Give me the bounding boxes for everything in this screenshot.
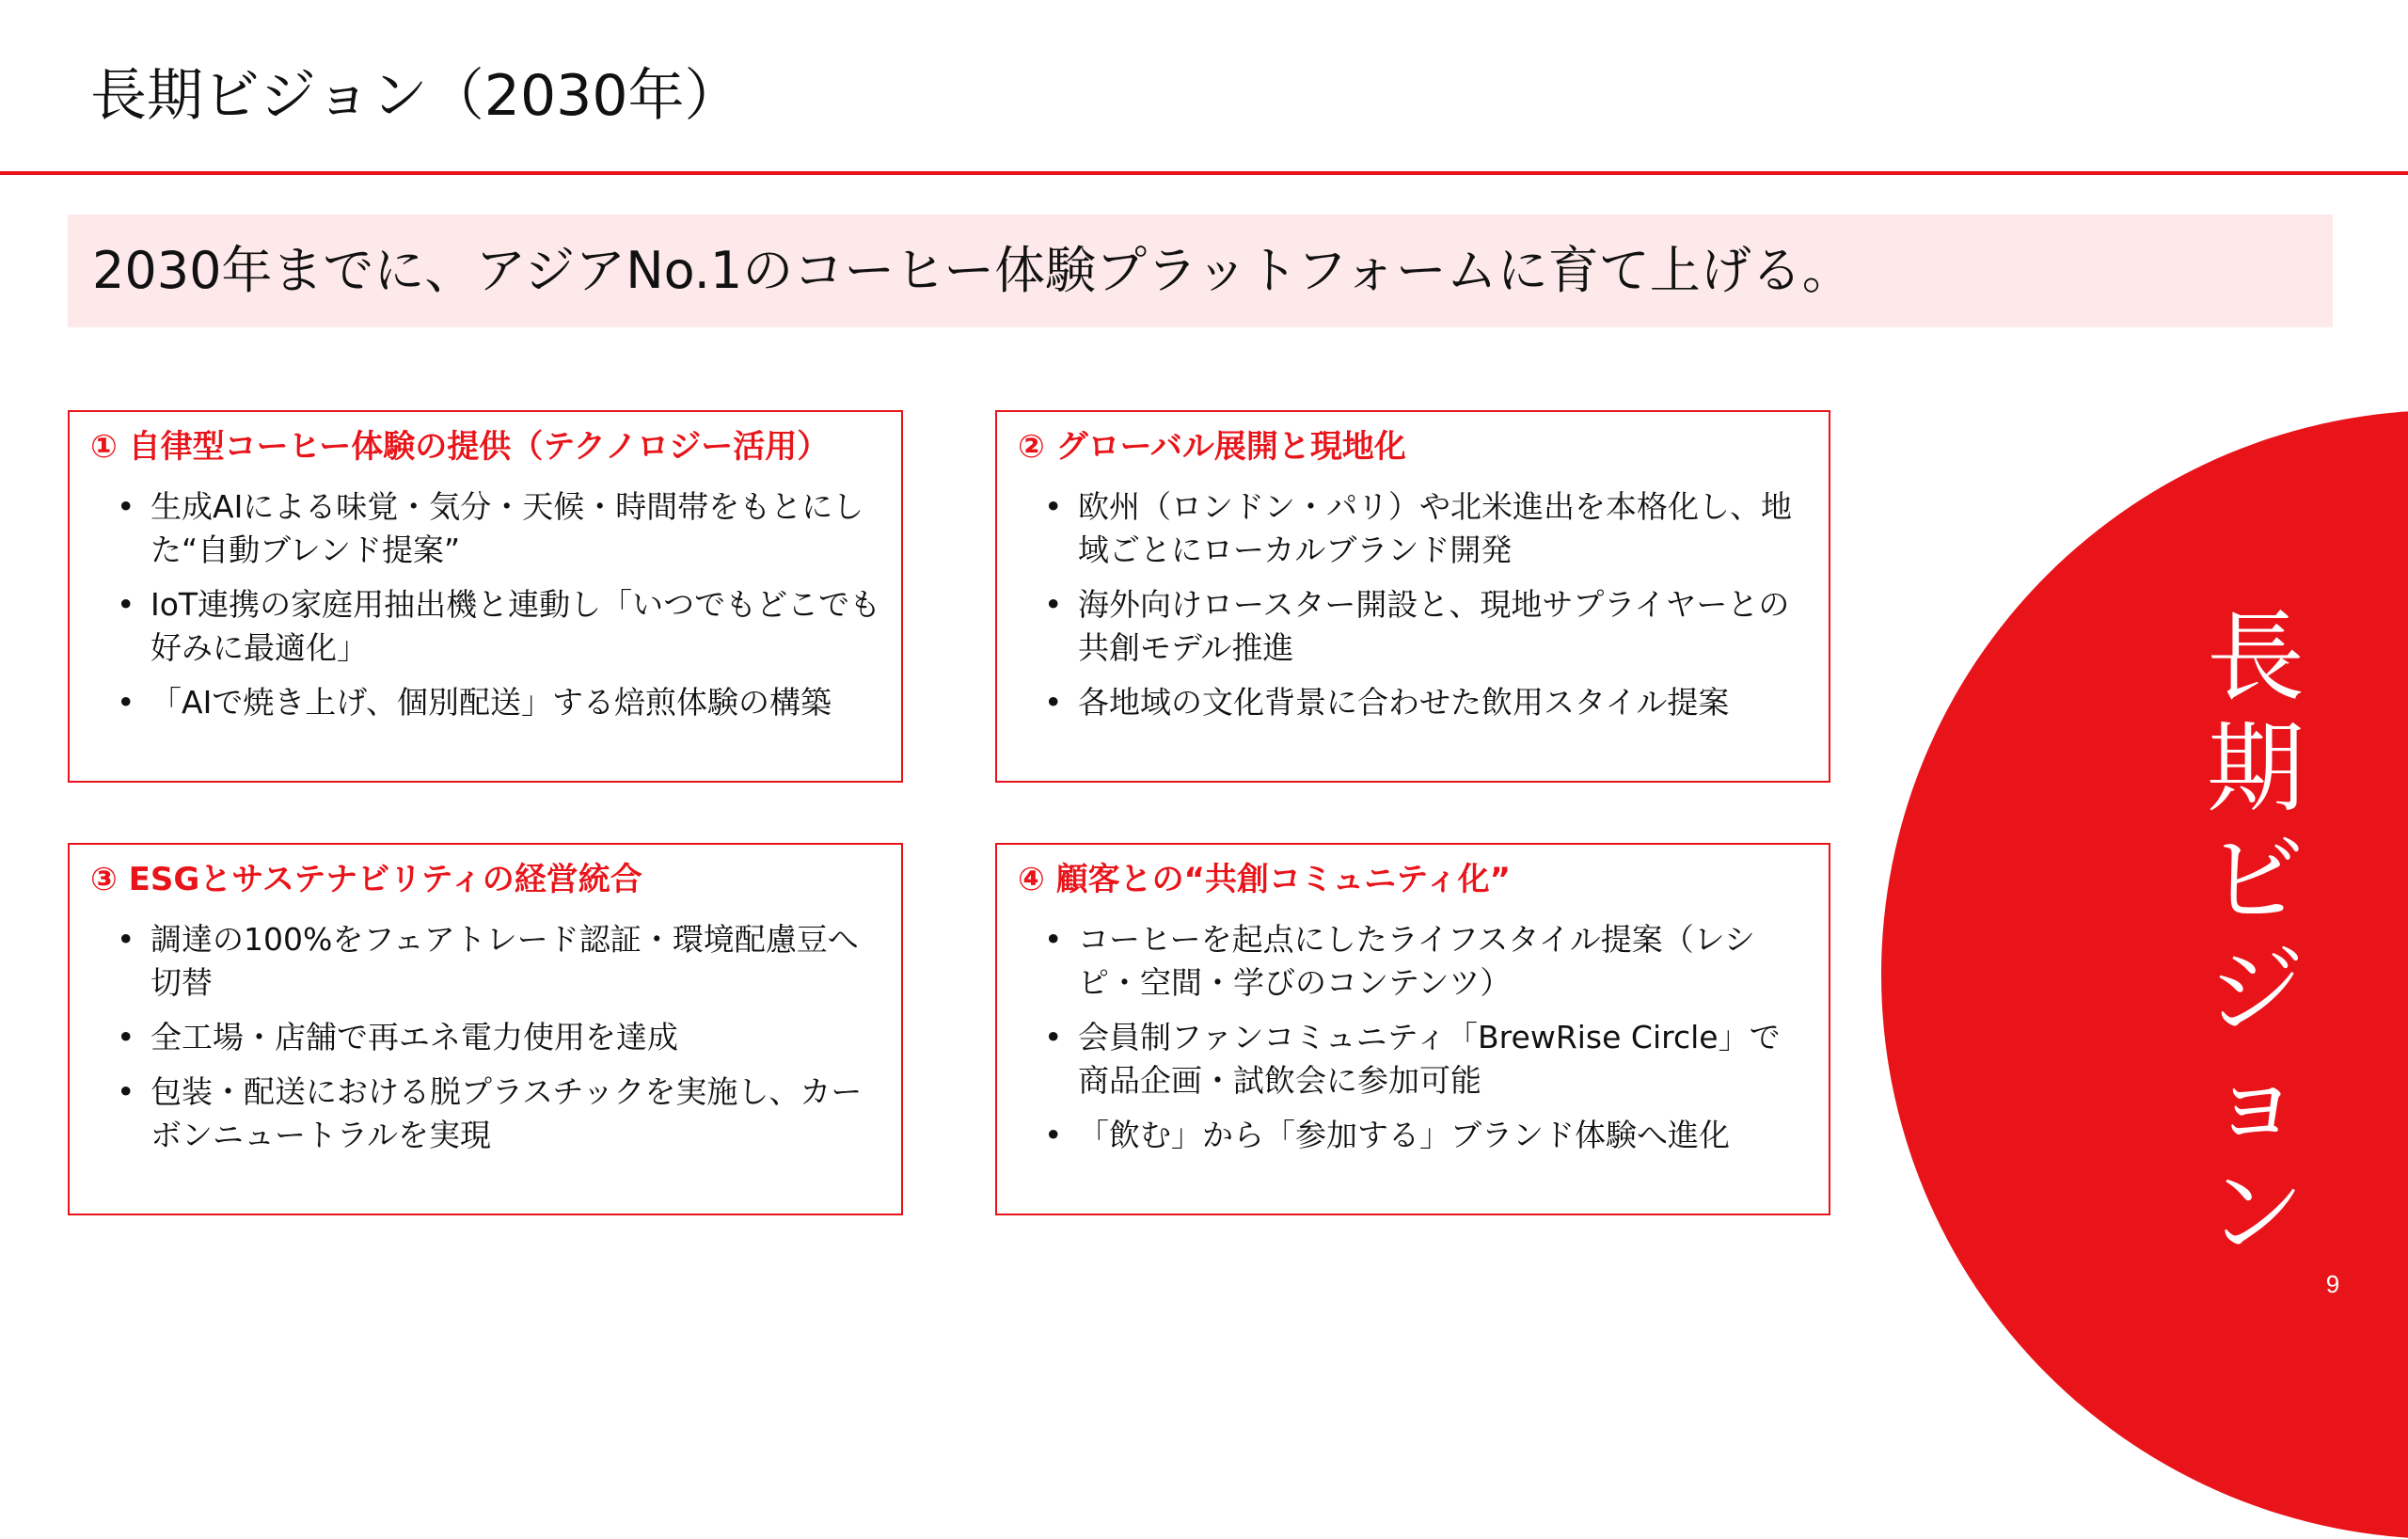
vision-card-community	[995, 843, 1830, 1215]
bullet-dot: •	[1044, 921, 1063, 958]
bullet-dot: •	[1044, 1117, 1063, 1153]
vertical-label-char: ジ	[2206, 933, 2305, 1048]
bullet-text: 会員制ファンコミュニティ「BrewRise Circle」で商品企画・試飲会に参加可能	[1078, 1019, 1781, 1099]
bullet-list	[1018, 485, 1810, 724]
bullet-item	[90, 918, 882, 1005]
bullet-dot: •	[1044, 488, 1063, 525]
bullet-item	[90, 1016, 882, 1059]
page-number: 9	[2325, 1270, 2340, 1298]
card-title: ① 自律型コーヒー体験の提供（テクノロジー活用）	[90, 428, 830, 466]
vertical-label-char: ョ	[2206, 1044, 2305, 1159]
card-title: ④ 顧客との“共創コミュニティ化”	[1018, 861, 1511, 898]
bullet-text: 調達の100%をフェアトレード認証・環境配慮豆へ切替	[150, 921, 859, 1001]
title-divider	[0, 171, 2408, 175]
bullet-list	[90, 918, 882, 1157]
bullet-item	[1018, 485, 1810, 572]
bullet-text: 海外向けロースター開設と、現地サプライヤーとの共創モデル推進	[1078, 586, 1790, 666]
bullet-text: 生成AIによる味覚・気分・天候・時間帯をもとにした“自動ブレンド提案”	[150, 488, 864, 568]
bullet-item	[1018, 1114, 1810, 1157]
bullet-text: 各地域の文化背景に合わせた飲用スタイル提案	[1078, 684, 1730, 721]
bullet-dot: •	[1044, 684, 1063, 721]
bullet-item	[1018, 583, 1810, 670]
bullet-dot: •	[117, 921, 135, 958]
vertical-label-char: 期	[2206, 711, 2305, 826]
decorative-red-circle	[1881, 410, 2408, 1539]
bullet-text: 「飲む」から「参加する」ブランド体験へ進化	[1078, 1117, 1730, 1153]
vision-headline: 2030年までに、アジアNo.1のコーヒー体験プラットフォームに育て上げる。	[92, 241, 1853, 300]
bullet-item	[90, 583, 882, 670]
bullet-item	[1018, 918, 1810, 1005]
bullet-text: 全工場・店舗で再エネ電力使用を達成	[150, 1019, 678, 1055]
vertical-label-char: 長	[2206, 600, 2305, 715]
bullet-dot: •	[117, 1019, 135, 1055]
bullet-dot: •	[1044, 586, 1063, 623]
bullet-list	[1018, 918, 1810, 1157]
vision-card-esg	[68, 843, 903, 1215]
bullet-dot: •	[117, 1073, 135, 1110]
bullet-item	[90, 485, 882, 572]
bullet-dot: •	[1044, 1019, 1063, 1055]
bullet-text: コーヒーを起点にしたライフスタイル提案（レシピ・空間・学びのコンテンツ）	[1078, 921, 1755, 1001]
vision-headline-band	[68, 214, 2333, 327]
bullet-text: 包装・配送における脱プラスチックを実施し、カーボンニュートラルを実現	[150, 1073, 863, 1153]
vertical-label-char: ン	[2206, 1155, 2305, 1270]
bullet-dot: •	[117, 684, 135, 721]
bullet-text: 欧州（ロンドン・パリ）や北米進出を本格化し、地域ごとにローカルブランド開発	[1078, 488, 1792, 568]
bullet-item	[90, 681, 882, 724]
bullet-item	[1018, 1016, 1810, 1103]
vertical-section-label	[2190, 602, 2321, 1268]
vision-card-technology	[68, 410, 903, 783]
bullet-dot: •	[117, 586, 135, 623]
slide-title: 長期ビジョン（2030年）	[90, 63, 741, 129]
bullet-list	[90, 485, 882, 724]
card-title: ② グローバル展開と現地化	[1018, 428, 1406, 466]
card-title: ③ ESGとサステナビリティの経営統合	[90, 861, 642, 898]
bullet-text: IoT連携の家庭用抽出機と連動し「いつでもどこでも好みに最適化」	[150, 586, 881, 666]
bullet-text: 「AIで焼き上げ、個別配送」する焙煎体験の構築	[150, 684, 832, 721]
bullet-dot: •	[117, 488, 135, 525]
bullet-item	[1018, 681, 1810, 724]
vertical-label-char: ビ	[2206, 822, 2305, 937]
vision-card-global	[995, 410, 1830, 783]
bullet-item	[90, 1071, 882, 1157]
